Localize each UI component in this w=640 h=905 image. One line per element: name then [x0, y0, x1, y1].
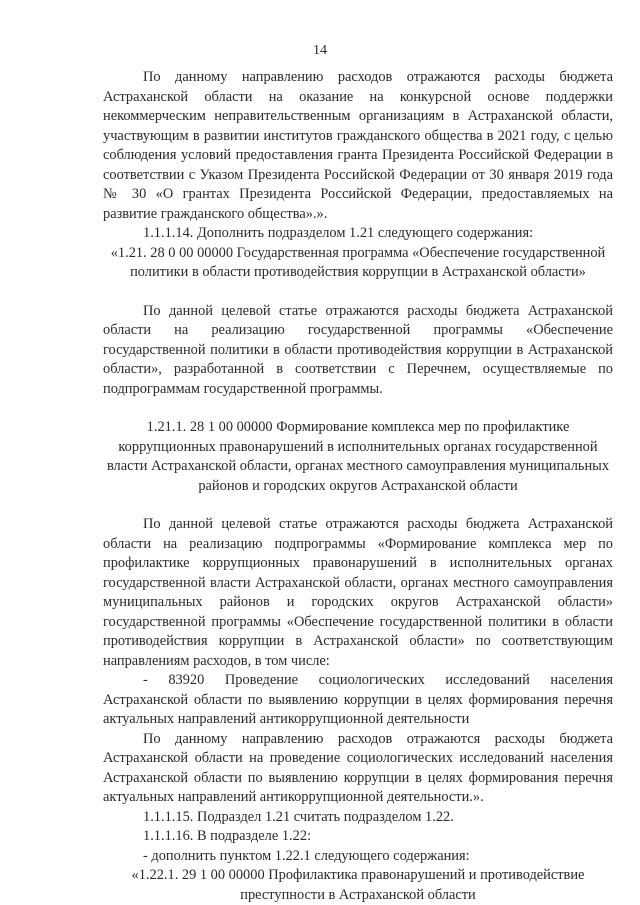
page-number: 14: [313, 43, 327, 58]
item-1-1-1-16: 1.1.1.16. В подразделе 1.22:: [143, 828, 312, 844]
paragraph-research-expenses: По данному направлению расходов отражаются расходы бюджета Астраханской области на проведение социологических исследований населения Астраханской области по выявлению коррупции в целях формирования перечня актуальных направлений антикоррупционной деятельности.».: [103, 730, 613, 805]
paragraph-subprogram-expenses: По данной целевой статье отражаются расходы бюджета Астраханской области на реализацию подпрограммы «Формирование комплекса мер по профилактике коррупционных правонарушений в исполнительных органах государственной власти Астраханской области, органах местного самоуправления муниципальных районов и городских округов Астраханской области» государственной программы «Обеспечение государственной политики в области противодействия коррупции в Астраханской области» по соответствующим направлениям расходов, в том числе:: [103, 516, 613, 669]
item-83920: - 83920 Проведение социологических исследований населения Астраханской области по выявлению коррупции в целях формирования перечня актуальных направлений антикоррупционной деятельности: [103, 672, 613, 727]
item-1-1-1-15: 1.1.1.15. Подраздел 1.21 считать подразделом 1.22.: [143, 808, 454, 825]
add-item-1-22-1: - дополнить пунктом 1.22.1 следующего содержания:: [143, 847, 470, 864]
document-body: [103, 68, 613, 905]
subsection-1-21-heading: «1.21. 28 0 00 00000 Государственная программа «Обеспечение государственной политики в области противодействия коррупции в Астраханской области»: [110, 244, 606, 280]
subsection-1-22-1-heading: «1.22.1. 29 1 00 00000 Профилактика правонарушений и противодействие преступности в Астраханской области: [131, 867, 585, 903]
paragraph-grant-expenses: По данному направлению расходов отражаются расходы бюджета Астраханской области на оказание на конкурсной основе поддержки некоммерческим неправительственным организациям в Астраханской области, участвующим в развитии институтов гражданского общества в 2021 году, с целью соблюдения условий предоставления гранта Президента Российской Федерации в соответствии с Указом Президента Российской Федерации от 30 января 2019 года № 30 «О грантах Президента Российской Федерации, предоставляемых на развитие гражданского общества».».: [103, 69, 613, 222]
paragraph-program-expenses: По данной целевой статье отражаются расходы бюджета Астраханской области на реализацию государственной программы «Обеспечение государственной политики в области противодействия коррупции в Астраханской области», разработанной в соответствии с Перечнем, осуществляемые по подпрограммам государственной программы.: [103, 302, 613, 397]
subsection-1-21-1-heading: 1.21.1. 28 1 00 00000 Формирование комплекса мер по профилактике коррупционных правонарушений в исполнительных органах государственной власти Астраханской области, органах местного самоуправления муниципальных районов и городских округов Астраханской области: [106, 419, 610, 494]
item-1-1-1-14: 1.1.1.14. Дополнить подразделом 1.21 следующего содержания:: [143, 225, 534, 241]
